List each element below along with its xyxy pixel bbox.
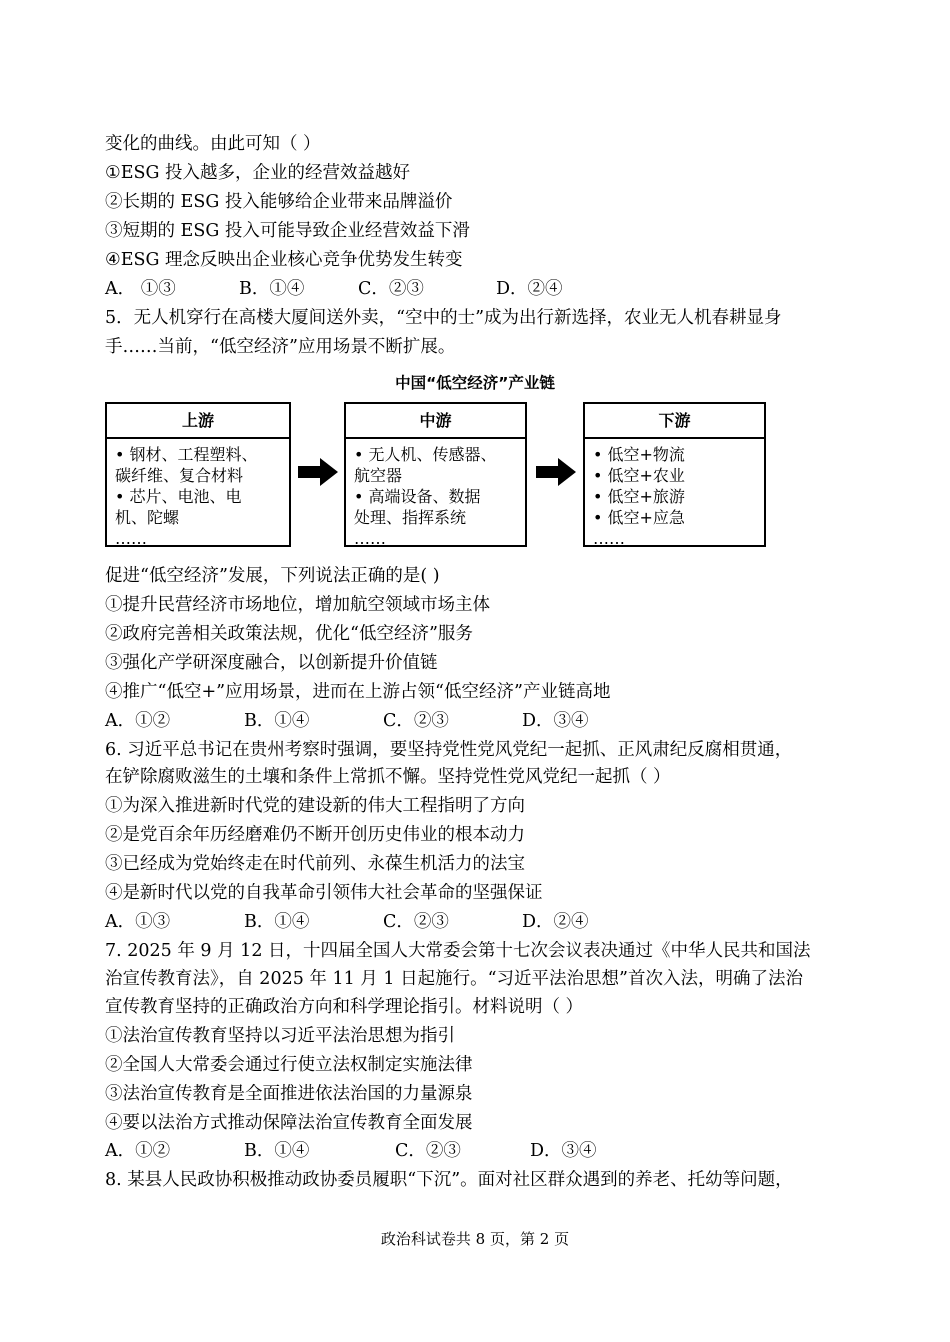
upstream-line: …… bbox=[115, 529, 147, 548]
q5-stem-line-1: 5．无人机穿行在高楼大厦间送外卖，“空中的士”成为出行新选择，农业无人机春耕显身 bbox=[105, 308, 782, 328]
upstream-box bbox=[105, 402, 291, 547]
q6-option-b: B．①④ bbox=[244, 912, 310, 932]
q4-item-3: ③短期的 ESG 投入可能导致企业经营效益下滑 bbox=[105, 221, 470, 241]
q7-item-4: ④要以法治方式推动保障法治宣传教育全面发展 bbox=[105, 1113, 473, 1133]
arrow-right-icon bbox=[536, 458, 576, 486]
downstream-line: • 低空+农业 bbox=[593, 466, 685, 485]
q4-option-a: A． ①③ bbox=[105, 279, 176, 299]
midstream-line: • 高端设备、数据 bbox=[354, 487, 481, 506]
midstream-line: …… bbox=[354, 529, 386, 548]
q4-option-d: D．②④ bbox=[496, 279, 563, 299]
downstream-head: 下游 bbox=[585, 404, 764, 439]
q7-stem-line-1: 7. 2025 年 9 月 12 日，十四届全国人大常委会第十七次会议表决通过《中华人民共和国法 bbox=[105, 941, 811, 961]
q5-option-a: A．①② bbox=[105, 711, 171, 731]
q6-item-4: ④是新时代以党的自我革命引领伟大社会革命的坚强保证 bbox=[105, 883, 543, 903]
q5-stem-line-2: 手……当前，“低空经济”应用场景不断扩展。 bbox=[105, 337, 456, 357]
q7-option-c: C．②③ bbox=[395, 1141, 461, 1161]
downstream-line: • 低空+物流 bbox=[593, 445, 685, 464]
midstream-line: 处理、指挥系统 bbox=[354, 508, 467, 527]
q7-stem-line-3: 宣传教育坚持的正确政治方向和科学理论指引。材料说明（ ） bbox=[105, 997, 584, 1017]
upstream-line: 碳纤维、复合材料 bbox=[115, 466, 244, 485]
q4-options bbox=[105, 277, 563, 301]
q4-item-2: ②长期的 ESG 投入能够给企业带来品牌溢价 bbox=[105, 192, 453, 212]
downstream-line: …… bbox=[593, 529, 625, 548]
q6-options bbox=[105, 910, 589, 934]
q7-item-3: ③法治宣传教育是全面推进依法治国的力量源泉 bbox=[105, 1084, 473, 1104]
midstream-box bbox=[344, 402, 527, 547]
q7-option-a: A．①② bbox=[105, 1141, 171, 1161]
upstream-line: 机、陀螺 bbox=[115, 508, 180, 527]
q5-option-c: C．②③ bbox=[383, 711, 449, 731]
upstream-line: • 芯片、电池、电 bbox=[115, 487, 242, 506]
q6-stem-line-1: 6. 习近平总书记在贵州考察时强调，要坚持党性党风党纪一起抓、正风肃纪反腐相贯通， bbox=[105, 740, 793, 760]
q6-stem-line-2: 在铲除腐败滋生的土壤和条件上常抓不懈。坚持党性党风党纪一起抓（ ） bbox=[105, 767, 671, 787]
q7-stem-line-2: 治宣传教育法》，自 2025 年 11 月 1 日起施行。“习近平法治思想”首次入法，明确了法治 bbox=[105, 969, 803, 989]
q5-options bbox=[105, 709, 589, 733]
q6-item-2: ②是党百余年历经磨难仍不断开创历史伟业的根本动力 bbox=[105, 825, 525, 845]
downstream-line: • 低空+旅游 bbox=[593, 487, 685, 506]
upstream-head: 上游 bbox=[107, 404, 289, 439]
q5-item-1: ①提升民营经济市场地位，增加航空领域市场主体 bbox=[105, 595, 490, 615]
q4-stem-tail: 变化的曲线。由此可知（ ） bbox=[105, 134, 321, 154]
q7-item-1: ①法治宣传教育坚持以习近平法治思想为指引 bbox=[105, 1026, 455, 1046]
q5-item-2: ②政府完善相关政策法规，优化“低空经济”服务 bbox=[105, 624, 473, 644]
q7-option-b: B．①④ bbox=[244, 1141, 310, 1161]
q5-question: 促进“低空经济”发展，下列说法正确的是( ) bbox=[105, 566, 440, 586]
midstream-line: 航空器 bbox=[354, 466, 403, 485]
downstream-box bbox=[583, 402, 766, 547]
q4-item-1: ①ESG 投入越多，企业的经营效益越好 bbox=[105, 163, 410, 183]
q6-item-3: ③已经成为党始终走在时代前列、永葆生机活力的法宝 bbox=[105, 854, 525, 874]
page-footer: 政治科试卷共 8 页，第 2 页 bbox=[380, 1230, 570, 1248]
q8-stem: 8. 某县人民政协积极推动政协委员履职“下沉”。面对社区群众遇到的养老、托幼等问题， bbox=[105, 1170, 793, 1190]
q5-item-4: ④推广“低空+”应用场景，进而在上游占领“低空经济”产业链高地 bbox=[105, 682, 611, 702]
q5-item-3: ③强化产学研深度融合，以创新提升价值链 bbox=[105, 653, 438, 673]
q4-option-c: C．②③ bbox=[358, 279, 424, 299]
q7-item-2: ②全国人大常委会通过行使立法权制定实施法律 bbox=[105, 1055, 473, 1075]
q6-option-d: D．②④ bbox=[522, 912, 589, 932]
q7-option-d: D．③④ bbox=[530, 1141, 597, 1161]
midstream-head: 中游 bbox=[346, 404, 525, 439]
q7-options bbox=[105, 1139, 597, 1163]
arrow-right-icon bbox=[298, 458, 338, 486]
diagram-title: 中国“低空经济”产业链 bbox=[395, 374, 555, 392]
q6-option-a: A．①③ bbox=[105, 912, 171, 932]
q4-option-b: B．①④ bbox=[239, 279, 305, 299]
q5-option-b: B．①④ bbox=[244, 711, 310, 731]
midstream-line: • 无人机、传感器、 bbox=[354, 445, 497, 464]
q4-item-4: ④ESG 理念反映出企业核心竞争优势发生转变 bbox=[105, 250, 463, 270]
q6-option-c: C．②③ bbox=[383, 912, 449, 932]
q5-option-d: D．③④ bbox=[522, 711, 589, 731]
q6-item-1: ①为深入推进新时代党的建设新的伟大工程指明了方向 bbox=[105, 796, 525, 816]
upstream-line: • 钢材、工程塑料、 bbox=[115, 445, 258, 464]
downstream-line: • 低空+应急 bbox=[593, 508, 685, 527]
